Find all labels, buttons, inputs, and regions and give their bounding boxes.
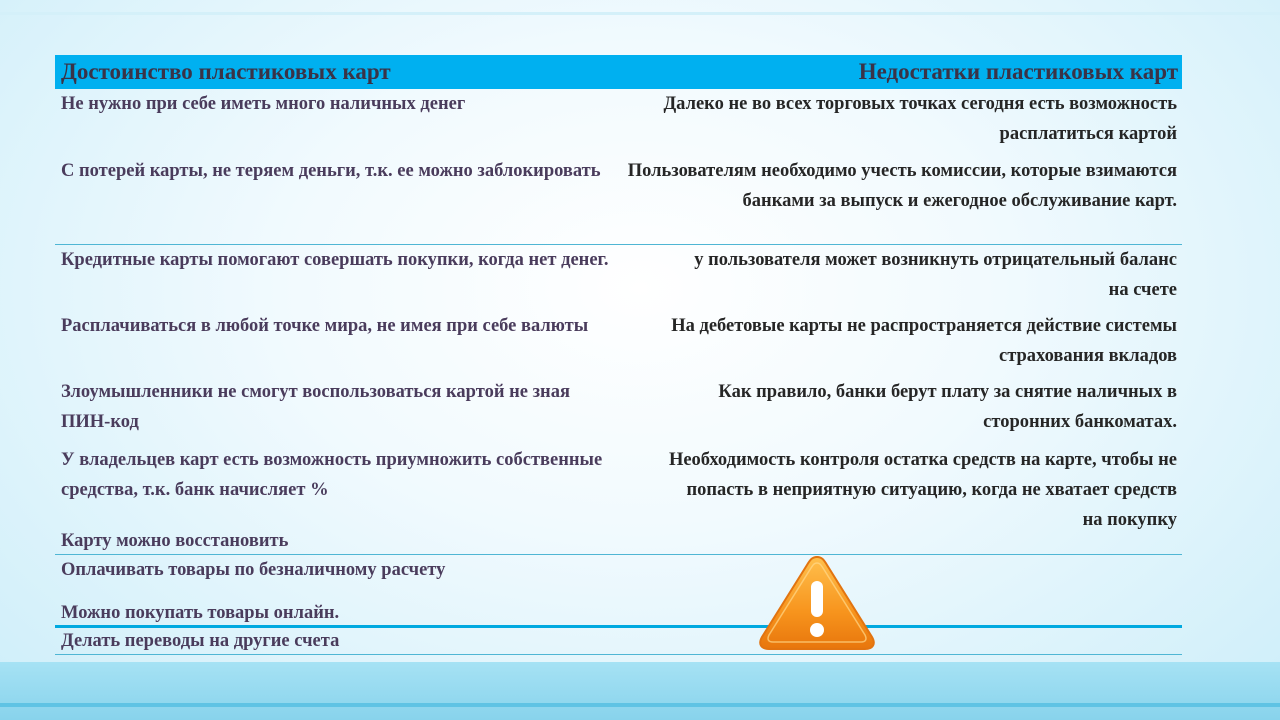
row-divider xyxy=(55,554,1182,555)
disadvantage-item-5: Как правило, банки берут плату за снятие наличных в сторонних банкоматах. xyxy=(718,382,1177,432)
disadvantage-item-3: у пользователя может возникнуть отрицательный баланс на счете xyxy=(694,250,1177,300)
advantage-item-10: Делать переводы на другие счета xyxy=(61,631,340,651)
advantage-item-7: Карту можно восстановить xyxy=(61,531,289,551)
row-divider xyxy=(55,244,1182,245)
header-disadvantages: Недостатки пластиковых карт xyxy=(858,59,1178,84)
disadvantage-item-1: Далеко не во всех торговых точках сегодня есть возможность расплатиться картой xyxy=(663,94,1177,144)
advantage-item-2: С потерей карты, не теряем деньги, т.к. ее можно заблокировать xyxy=(61,161,601,181)
comparison-table xyxy=(55,55,1182,651)
slide-bottom-line xyxy=(0,703,1280,707)
disadvantage-item-4: На дебетовые карты не распространяется действие системы страхования вкладов xyxy=(671,316,1177,366)
table-header-row xyxy=(55,55,1182,89)
warning-icon xyxy=(756,553,878,653)
advantage-item-5: Злоумышленники не смогут воспользоваться картой не зная ПИН-код xyxy=(61,382,570,432)
advantage-item-6: У владельцев карт есть возможность приумножить собственные средства, т.к. банк начисляет % xyxy=(61,450,603,500)
advantage-item-3: Кредитные карты помогают совершать покупки, когда нет денег. xyxy=(61,250,609,270)
advantage-item-8: Оплачивать товары по безналичному расчету xyxy=(61,560,446,580)
advantage-item-1: Не нужно при себе иметь много наличных денег xyxy=(61,94,466,114)
disadvantage-item-6: Необходимость контроля остатка средств на карте, чтобы не попасть в неприятную ситуацию, когда не хватает средств на покупку xyxy=(668,450,1177,530)
row-divider xyxy=(55,654,1182,655)
slide-bottom-band xyxy=(0,662,1280,720)
advantage-item-4: Расплачиваться в любой точке мира, не имея при себе валюты xyxy=(61,316,589,336)
header-advantages: Достоинство пластиковых карт xyxy=(61,59,391,84)
disadvantage-item-2: Пользователям необходимо учесть комиссии, которые взимаются банками за выпуск и ежегодное обслуживание карт. xyxy=(627,161,1177,211)
advantage-item-9: Можно покупать товары онлайн. xyxy=(61,603,340,623)
row-divider-thick xyxy=(55,625,1182,628)
slide-top-decoration xyxy=(0,12,1280,15)
